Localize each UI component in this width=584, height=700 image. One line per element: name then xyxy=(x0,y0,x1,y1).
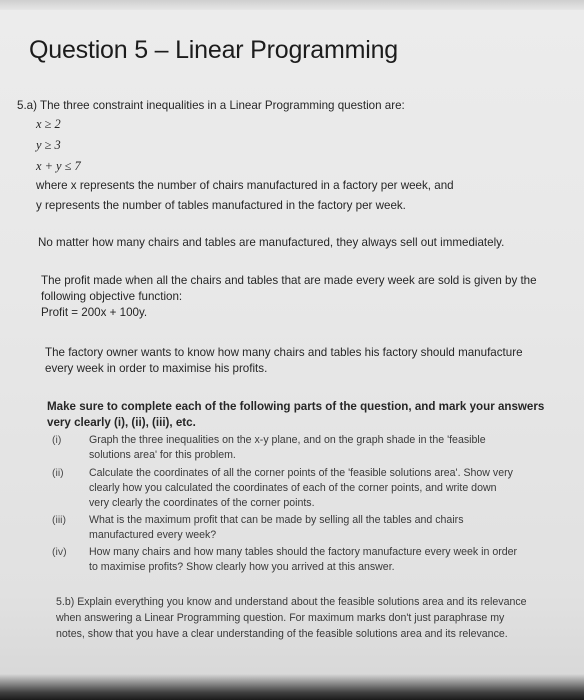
item-i-line2: solutions area' for this problem. xyxy=(89,449,236,461)
page-title: Question 5 – Linear Programming xyxy=(29,36,398,64)
photo-bottom-shadow xyxy=(0,674,584,700)
constraint-1: x ≥ 2 xyxy=(36,117,61,131)
owner-statement-line2: every week in order to maximise his profits. xyxy=(45,362,268,375)
part-a-intro: 5.a) The three constraint inequalities in a Linear Programming question are: xyxy=(17,99,405,112)
item-number-iii: (iii) xyxy=(52,514,66,526)
variable-definition-y: y represents the number of tables manufactured in the factory per week. xyxy=(36,199,406,212)
part-b-line3: notes, show that you have a clear understanding of the feasible solutions area and its relevance. xyxy=(56,628,508,640)
sell-out-statement: No matter how many chairs and tables are manufactured, they always sell out immediately. xyxy=(38,236,505,249)
item-i-line1: Graph the three inequalities on the x-y plane, and on the graph shade in the 'feasible xyxy=(89,434,486,446)
item-iii-line2: manufactured every week? xyxy=(89,529,217,541)
item-ii-line3: very clearly the coordinates of the corner points. xyxy=(89,497,315,509)
item-ii-line2: clearly how you calculated the coordinates of each of the corner points, and write down xyxy=(89,482,497,494)
variable-definition-x: where x represents the number of chairs manufactured in a factory per week, and xyxy=(36,179,454,192)
page-top-edge xyxy=(0,0,584,10)
owner-statement-line1: The factory owner wants to know how many chairs and tables his factory should manufacture xyxy=(45,346,523,359)
item-number-ii: (ii) xyxy=(52,467,64,479)
objective-function: Profit = 200x + 100y. xyxy=(41,306,148,319)
item-iv-line1: How many chairs and how many tables should the factory manufacture every week in order xyxy=(89,546,518,558)
item-ii-line1: Calculate the coordinates of all the corner points of the 'feasible solutions area'. Show very xyxy=(89,467,513,479)
instructions-line2: very clearly (i), (ii), (iii), etc. xyxy=(47,416,196,429)
instructions-line1: Make sure to complete each of the following parts of the question, and mark your answers xyxy=(47,400,545,413)
item-number-i: (i) xyxy=(52,434,62,446)
part-b-line2: when answering a Linear Programming question. For maximum marks don't just paraphrase my xyxy=(56,612,505,624)
constraint-2: y ≥ 3 xyxy=(36,138,61,152)
part-b-line1: 5.b) Explain everything you know and understand about the feasible solutions area and its relevance xyxy=(56,596,527,608)
item-iii-line1: What is the maximum profit that can be made by selling all the tables and chairs xyxy=(89,514,464,526)
profit-statement-line2: following objective function: xyxy=(41,290,183,303)
item-number-iv: (iv) xyxy=(52,546,67,558)
profit-statement-line1: The profit made when all the chairs and tables that are made every week are sold is given by the xyxy=(41,274,537,287)
item-iv-line2: to maximise profits? Show clearly how you arrived at this answer. xyxy=(89,561,395,573)
constraint-3: x + y ≤ 7 xyxy=(36,159,81,173)
